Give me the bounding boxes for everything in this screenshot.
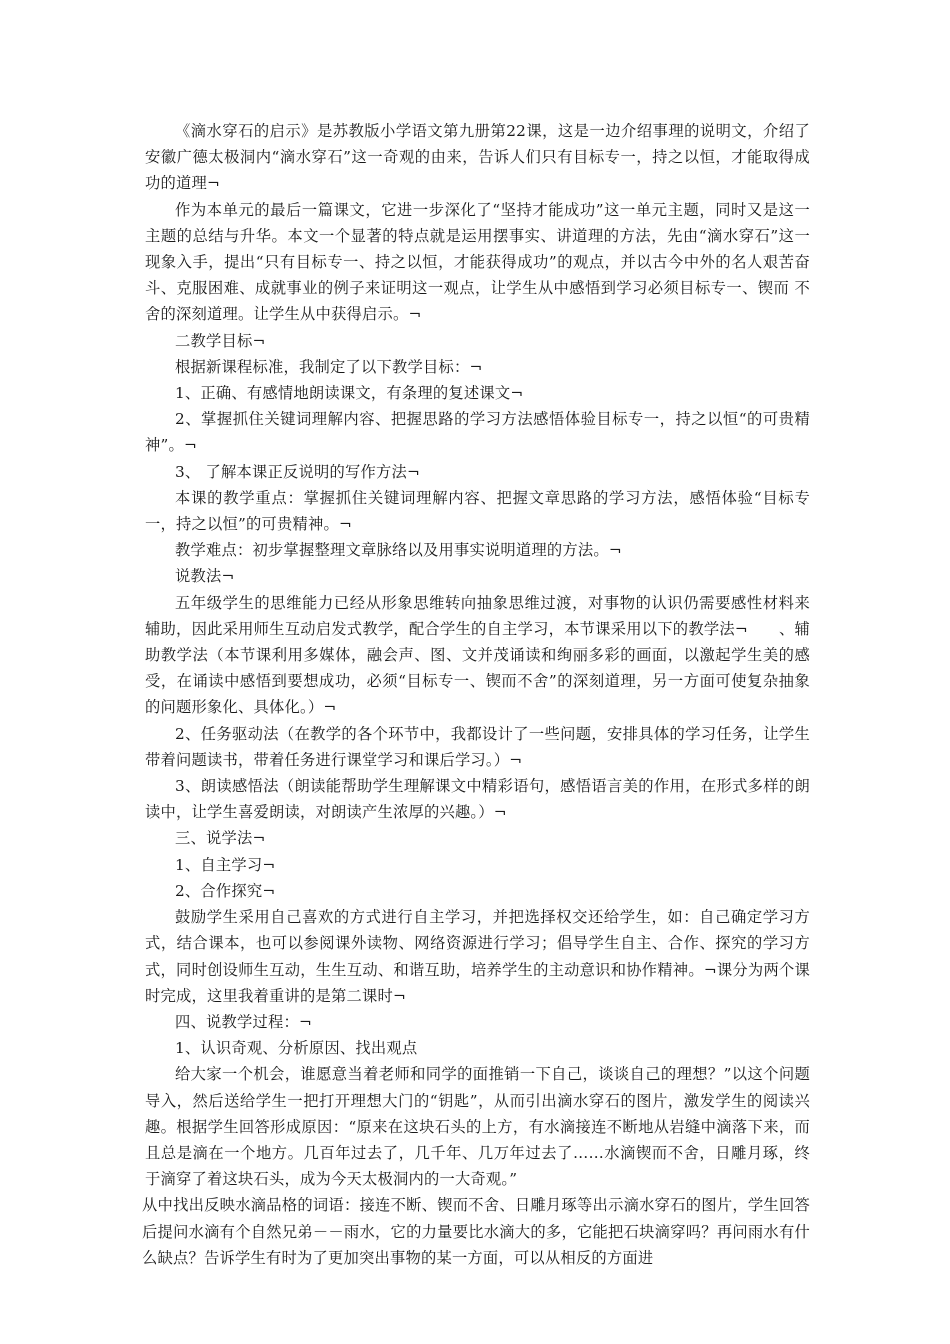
section-heading-process: 四、说教学过程：¬ [175, 1012, 312, 1031]
paragraph-key-points: 本课的教学重点：掌握抓住关键词理解内容、把握文章思路的学习方法，感悟体验“目标专一，持之以恒”的可贵精神。¬ [145, 488, 810, 534]
paragraph-encourage-students: 鼓励学生采用自己喜欢的方式进行自主学习，并把选择权交还给学生，如：自己确定学习方式，结合课本，也可以参阅课外读物、网络资源进行学习；倡导学生自主、合作、探究的学习方式，同时创设师生互动，生生互动、和谐互助，培养学生的主动意识和协作精神。¬课分为两个课时完成，这里我着重讲的是第二课时¬ [145, 908, 810, 1005]
goal-item-1: 1、正确、有感情地朗读课文，有条理的复述课文¬ [175, 384, 524, 403]
document-body [142, 118, 810, 1271]
paragraph-goals-intro: 根据新课程标准，我制定了以下教学目标：¬ [175, 357, 483, 376]
section-heading-learning-method: 三、说学法¬ [175, 829, 266, 848]
paragraph-task-driven: 2、任务驱动法（在教学的各个环节中，我都设计了一些问题，安排具体的学习任务，让学生带着问题读书，带着任务进行课堂学习和课后学习。）¬ [145, 724, 810, 769]
paragraph-teaching-method: 五年级学生的思维能力已经从形象思维转向抽象思维过渡，对事物的认识仍需要感性材料来辅助，因此采用师生互动启发式教学，配合学生的自主学习，本节课采用以下的教学法¬ 、辅助教学法（本节课利用多媒体，融会声、图、文并茂诵读和绚丽多彩的画面，以激起学生美的感受，在诵读中感悟到要想成功，必须“目标专一、锲而不舍”的深刻道理，另一方面可使复杂抽象的问题形象化、具体化。）¬ [145, 593, 810, 717]
section-heading-teaching-method: 说教法¬ [175, 567, 235, 586]
paragraph-reading-method: 3、朗读感悟法（朗读能帮助学生理解课文中精彩语句，感悟语言美的作用，在形式多样的朗读中，让学生喜爱朗读，对朗读产生浓厚的兴趣。）¬ [145, 777, 810, 822]
learning-item-2: 2、合作探究¬ [175, 881, 276, 900]
paragraph-introduction-activity: 给大家一个机会，谁愿意当着老师和同学的面推销一下自己，谈谈自己的理想？”以这个问题导入，然后送给学生一把打开理想大门的“钥匙”，从而引出滴水穿石的图片，激发学生的阅读兴趣。根据学生回答形成原因：“原来在这块石头的上方，有水滴接连不断地从岩缝中滴落下来，而且总是滴在一个地方。几百年过去了，几千年、几万年过去了……水滴锲而不舍，日雕月琢，终于滴穿了着这块石头，成为今天太极洞内的一大奇观。” [145, 1065, 810, 1189]
paragraph-intro: 《滴水穿石的启示》是苏教版小学语文第九册第22课，这是一边介绍事理的说明文，介绍了安徽广德太极洞内“滴水穿石”这一奇观的由来，告诉人们只有目标专一，持之以恒，才能取得成功的道理¬ [145, 122, 810, 193]
learning-item-1: 1、自主学习¬ [175, 855, 276, 874]
paragraph-water-drop-words: 从中找出反映水滴品格的词语：接连不断、锲而不舍、日雕月琢等出示滴水穿石的图片，学生回答后提问水滴有个自然兄弟－－雨水，它的力量要比水滴大的多，它能把石块滴穿吗？再问雨水有什么缺点？告诉学生有时为了更加突出事物的某一方面，可以从相反的方面进 [142, 1196, 810, 1267]
section-heading-goals: 二教学目标¬ [175, 331, 266, 350]
paragraph-difficulties: 教学难点：初步掌握整理文章脉络以及用事实说明道理的方法。¬ [175, 541, 622, 560]
paragraph-unit-theme: 作为本单元的最后一篇课文，它进一步深化了“坚持才能成功”这一单元主题，同时又是这一主题的总结与升华。本文一个显著的特点就是运用摆事实、讲道理的方法，先由“滴水穿石”这一现象入手，提出“只有目标专一、持之以恒，才能获得成功”的观点，并以古今中外的名人艰苦奋斗、克服困难、成就事业的例子来证明这一观点，让学生从中感悟到学习必须目标专一、锲而 不舍的深刻道理。让学生从中获得启示。¬ [145, 200, 810, 324]
goal-item-3: 3、 了解本课正反说明的写作方法¬ [175, 462, 420, 481]
process-item-1: 1、认识奇观、分析原因、找出观点 [175, 1039, 418, 1058]
goal-item-2: 2、掌握抓住关键词理解内容、把握思路的学习方法感悟体验目标专一，持之以恒“的可贵精神”。¬ [145, 410, 810, 455]
